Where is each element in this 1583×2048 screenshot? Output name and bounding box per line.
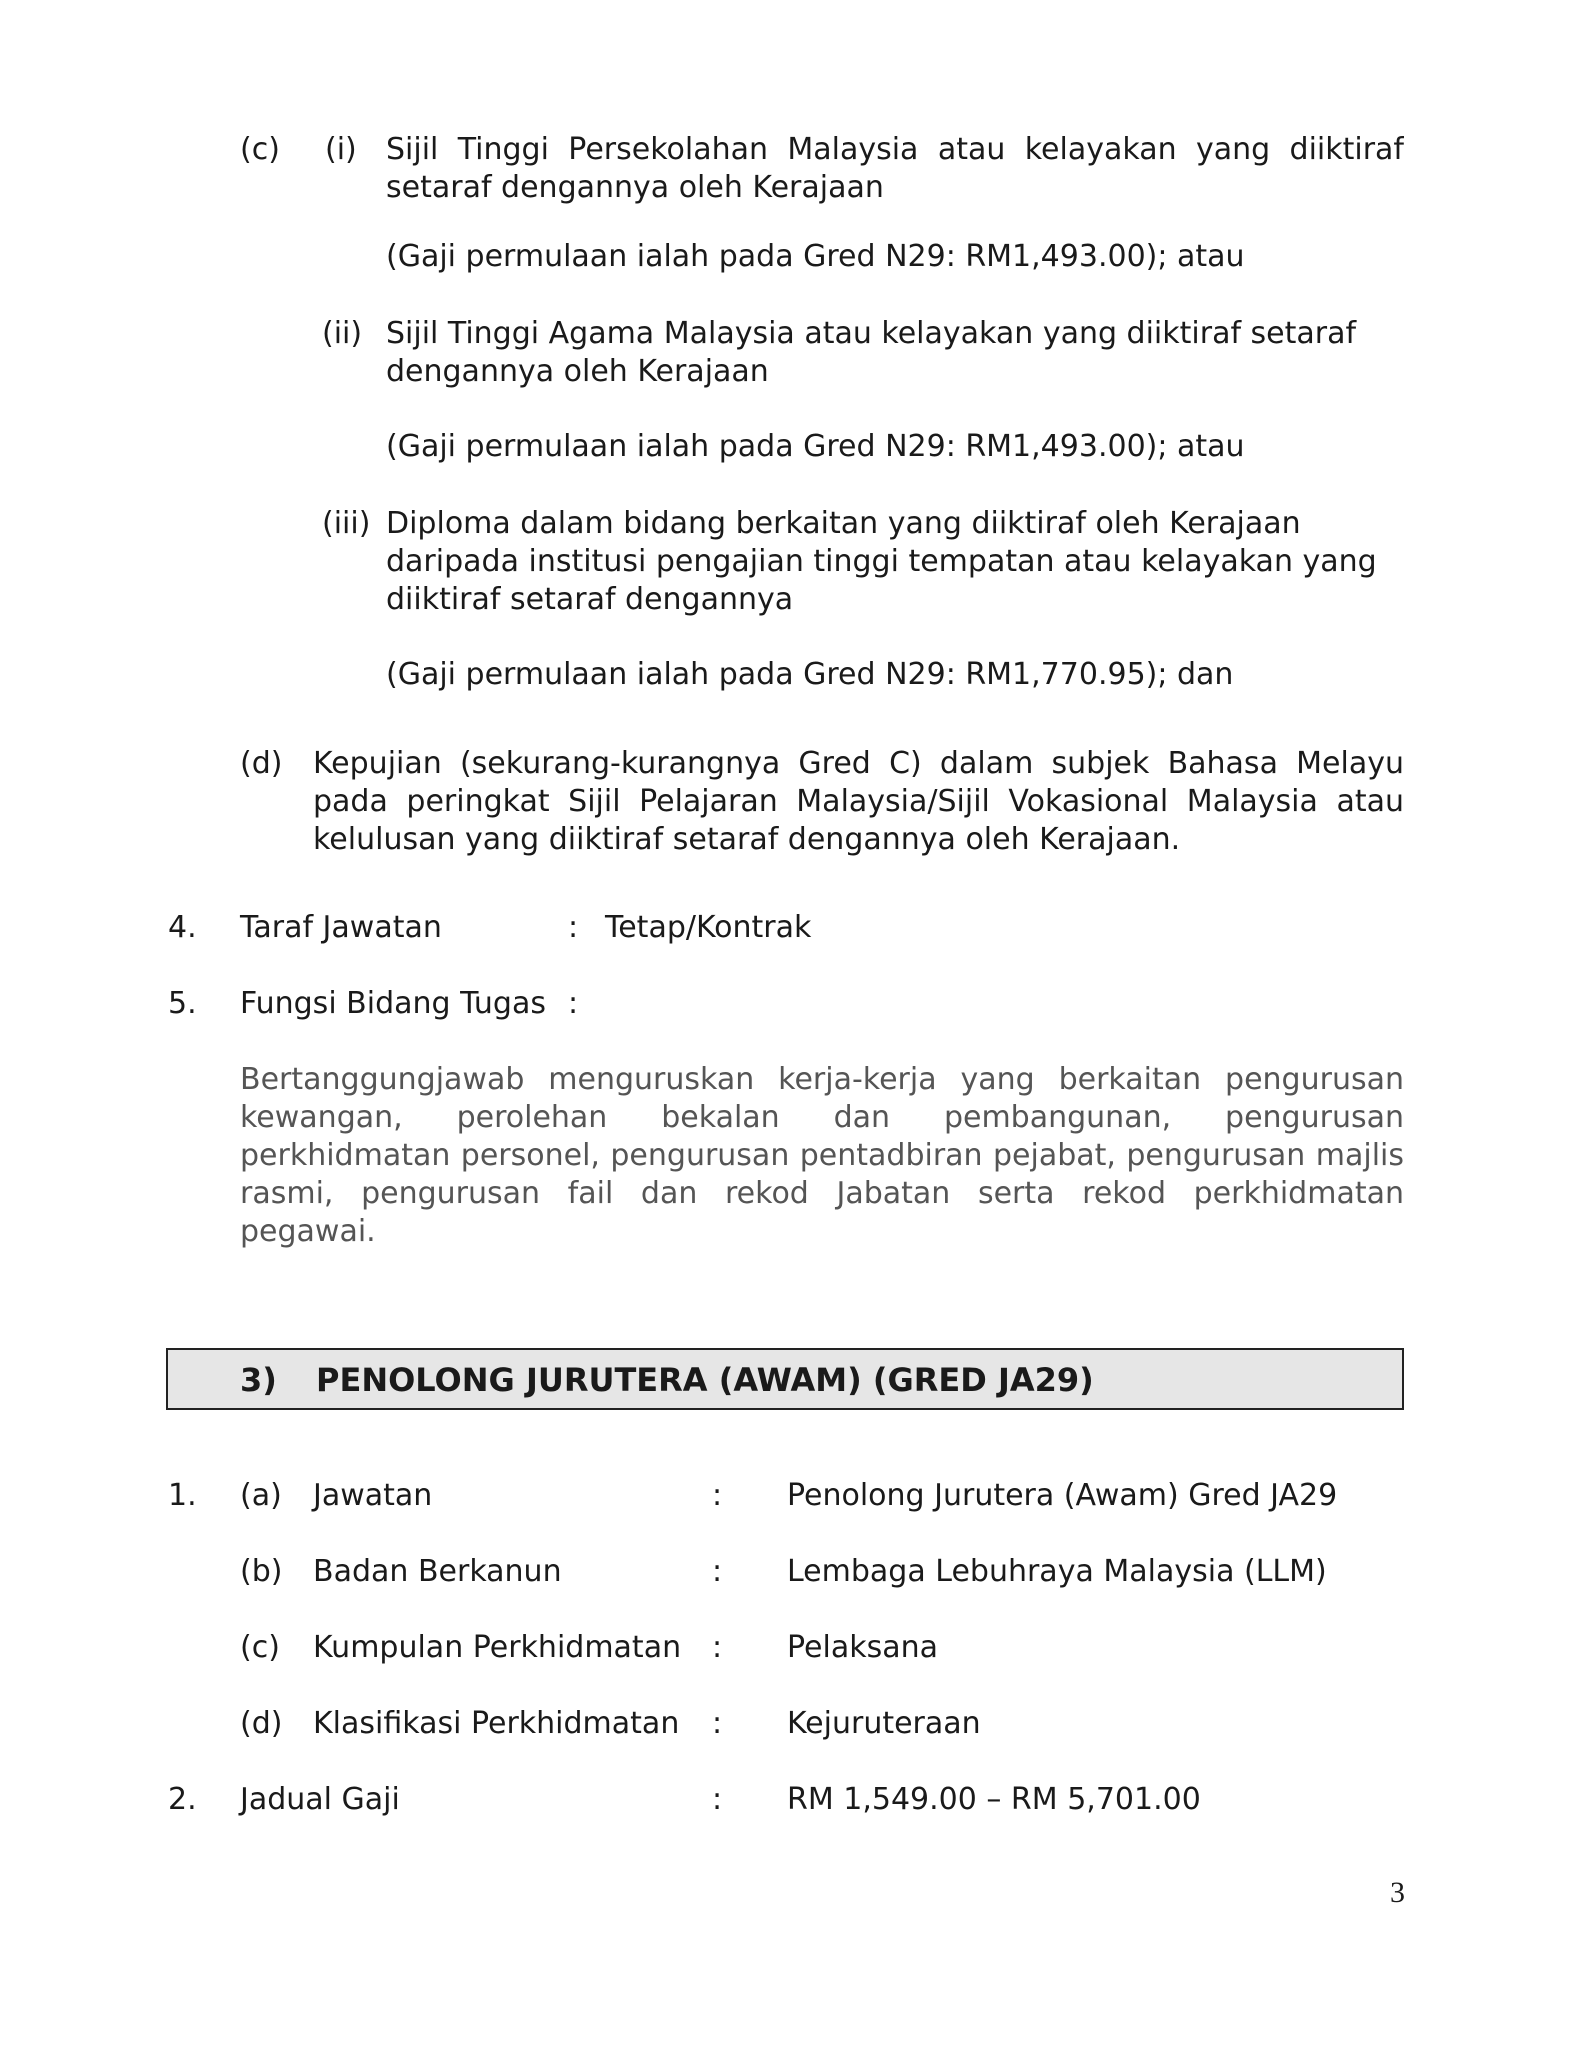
job-row-b-colon: : — [712, 1554, 723, 1589]
section-heading-box — [166, 1348, 1404, 1410]
job-row-a-colon: : — [712, 1478, 723, 1513]
item-c-iii-line-2: daripada institusi pengajian tinggi tempatan atau kelayakan yang — [386, 544, 1377, 579]
item-c-iii-salary: (Gaji permulaan ialah pada Gred N29: RM1,770.95); dan — [386, 657, 1234, 692]
item-c-i-line-2: setaraf dengannya oleh Kerajaan — [386, 170, 884, 205]
item-c-i-salary: (Gaji permulaan ialah pada Gred N29: RM1,493.00); atau — [386, 239, 1245, 274]
item-4-value: Tetap/Kontrak — [605, 910, 812, 945]
item-4-label: Taraf Jawatan — [240, 910, 442, 945]
item-5-number: 5. — [168, 986, 197, 1021]
item-c-iii-label: (iii) — [322, 506, 371, 541]
item-c-ii-line-2: dengannya oleh Kerajaan — [386, 354, 769, 389]
job-row-a-label: (a) — [240, 1478, 282, 1513]
section-d-line-2: pada peringkat Sijil Pelajaran Malaysia/Sijil Vokasional Malaysia atau — [313, 784, 1404, 819]
job-item-2-number: 2. — [168, 1782, 197, 1817]
item-c-i-line-1: Sijil Tinggi Persekolahan Malaysia atau kelayakan yang diiktiraf — [386, 132, 1404, 167]
item-4-colon: : — [568, 910, 579, 945]
section-heading-title: PENOLONG JURUTERA (AWAM) (GRED JA29) — [316, 1361, 1094, 1399]
item-4-number: 4. — [168, 910, 197, 945]
job-row-b-value: Lembaga Lebuhraya Malaysia (LLM) — [787, 1554, 1327, 1589]
item-c-ii-line-1: Sijil Tinggi Agama Malaysia atau kelayakan yang diiktiraf setaraf — [386, 316, 1357, 351]
job-row-c-key: Kumpulan Perkhidmatan — [313, 1630, 682, 1665]
salary-schedule-value: RM 1,549.00 – RM 5,701.00 — [787, 1782, 1201, 1817]
job-row-a-key: Jawatan — [313, 1478, 433, 1513]
item-c-i-label: (i) — [325, 132, 357, 167]
job-row-d-label: (d) — [240, 1706, 283, 1741]
item-5-colon: : — [568, 986, 579, 1021]
job-row-c-colon: : — [712, 1630, 723, 1665]
job-row-d-colon: : — [712, 1706, 723, 1741]
job-row-b-label: (b) — [240, 1554, 283, 1589]
item-c-ii-label: (ii) — [322, 316, 363, 351]
salary-schedule-key: Jadual Gaji — [240, 1782, 400, 1817]
item-c-iii-line-1: Diploma dalam bidang berkaitan yang diiktiraf oleh Kerajaan — [386, 506, 1301, 541]
job-row-b-key: Badan Berkanun — [313, 1554, 562, 1589]
item-c-ii-salary: (Gaji permulaan ialah pada Gred N29: RM1,493.00); atau — [386, 429, 1245, 464]
page-number: 3 — [1390, 1876, 1405, 1909]
item-5-desc-line-2: kewangan, perolehan bekalan dan pembangunan, pengurusan — [240, 1100, 1404, 1135]
job-row-c-label: (c) — [240, 1630, 280, 1665]
job-row-d-value: Kejuruteraan — [787, 1706, 981, 1741]
section-d-label: (d) — [240, 746, 283, 781]
item-5-desc-line-3: perkhidmatan personel, pengurusan pentadbiran pejabat, pengurusan majlis — [240, 1138, 1404, 1173]
item-5-desc-line-5: pegawai. — [240, 1214, 376, 1249]
section-d-line-1: Kepujian (sekurang-kurangnya Gred C) dalam subjek Bahasa Melayu — [313, 746, 1404, 781]
salary-schedule-colon: : — [712, 1782, 723, 1817]
section-d-line-3: kelulusan yang diiktiraf setaraf dengannya oleh Kerajaan. — [313, 822, 1181, 857]
job-row-c-value: Pelaksana — [787, 1630, 938, 1665]
item-5-desc-line-4: rasmi, pengurusan fail dan rekod Jabatan serta rekod perkhidmatan — [240, 1176, 1404, 1211]
job-item-1-number: 1. — [168, 1478, 197, 1513]
item-5-label: Fungsi Bidang Tugas — [240, 986, 546, 1021]
item-c-iii-line-3: diiktiraf setaraf dengannya — [386, 582, 794, 617]
section-heading-number: 3) — [240, 1361, 277, 1399]
section-c-label: (c) — [240, 132, 280, 167]
job-row-a-value: Penolong Jurutera (Awam) Gred JA29 — [787, 1478, 1338, 1513]
item-5-desc-line-1: Bertanggungjawab menguruskan kerja-kerja yang berkaitan pengurusan — [240, 1062, 1404, 1097]
job-row-d-key: Klasifikasi Perkhidmatan — [313, 1706, 680, 1741]
